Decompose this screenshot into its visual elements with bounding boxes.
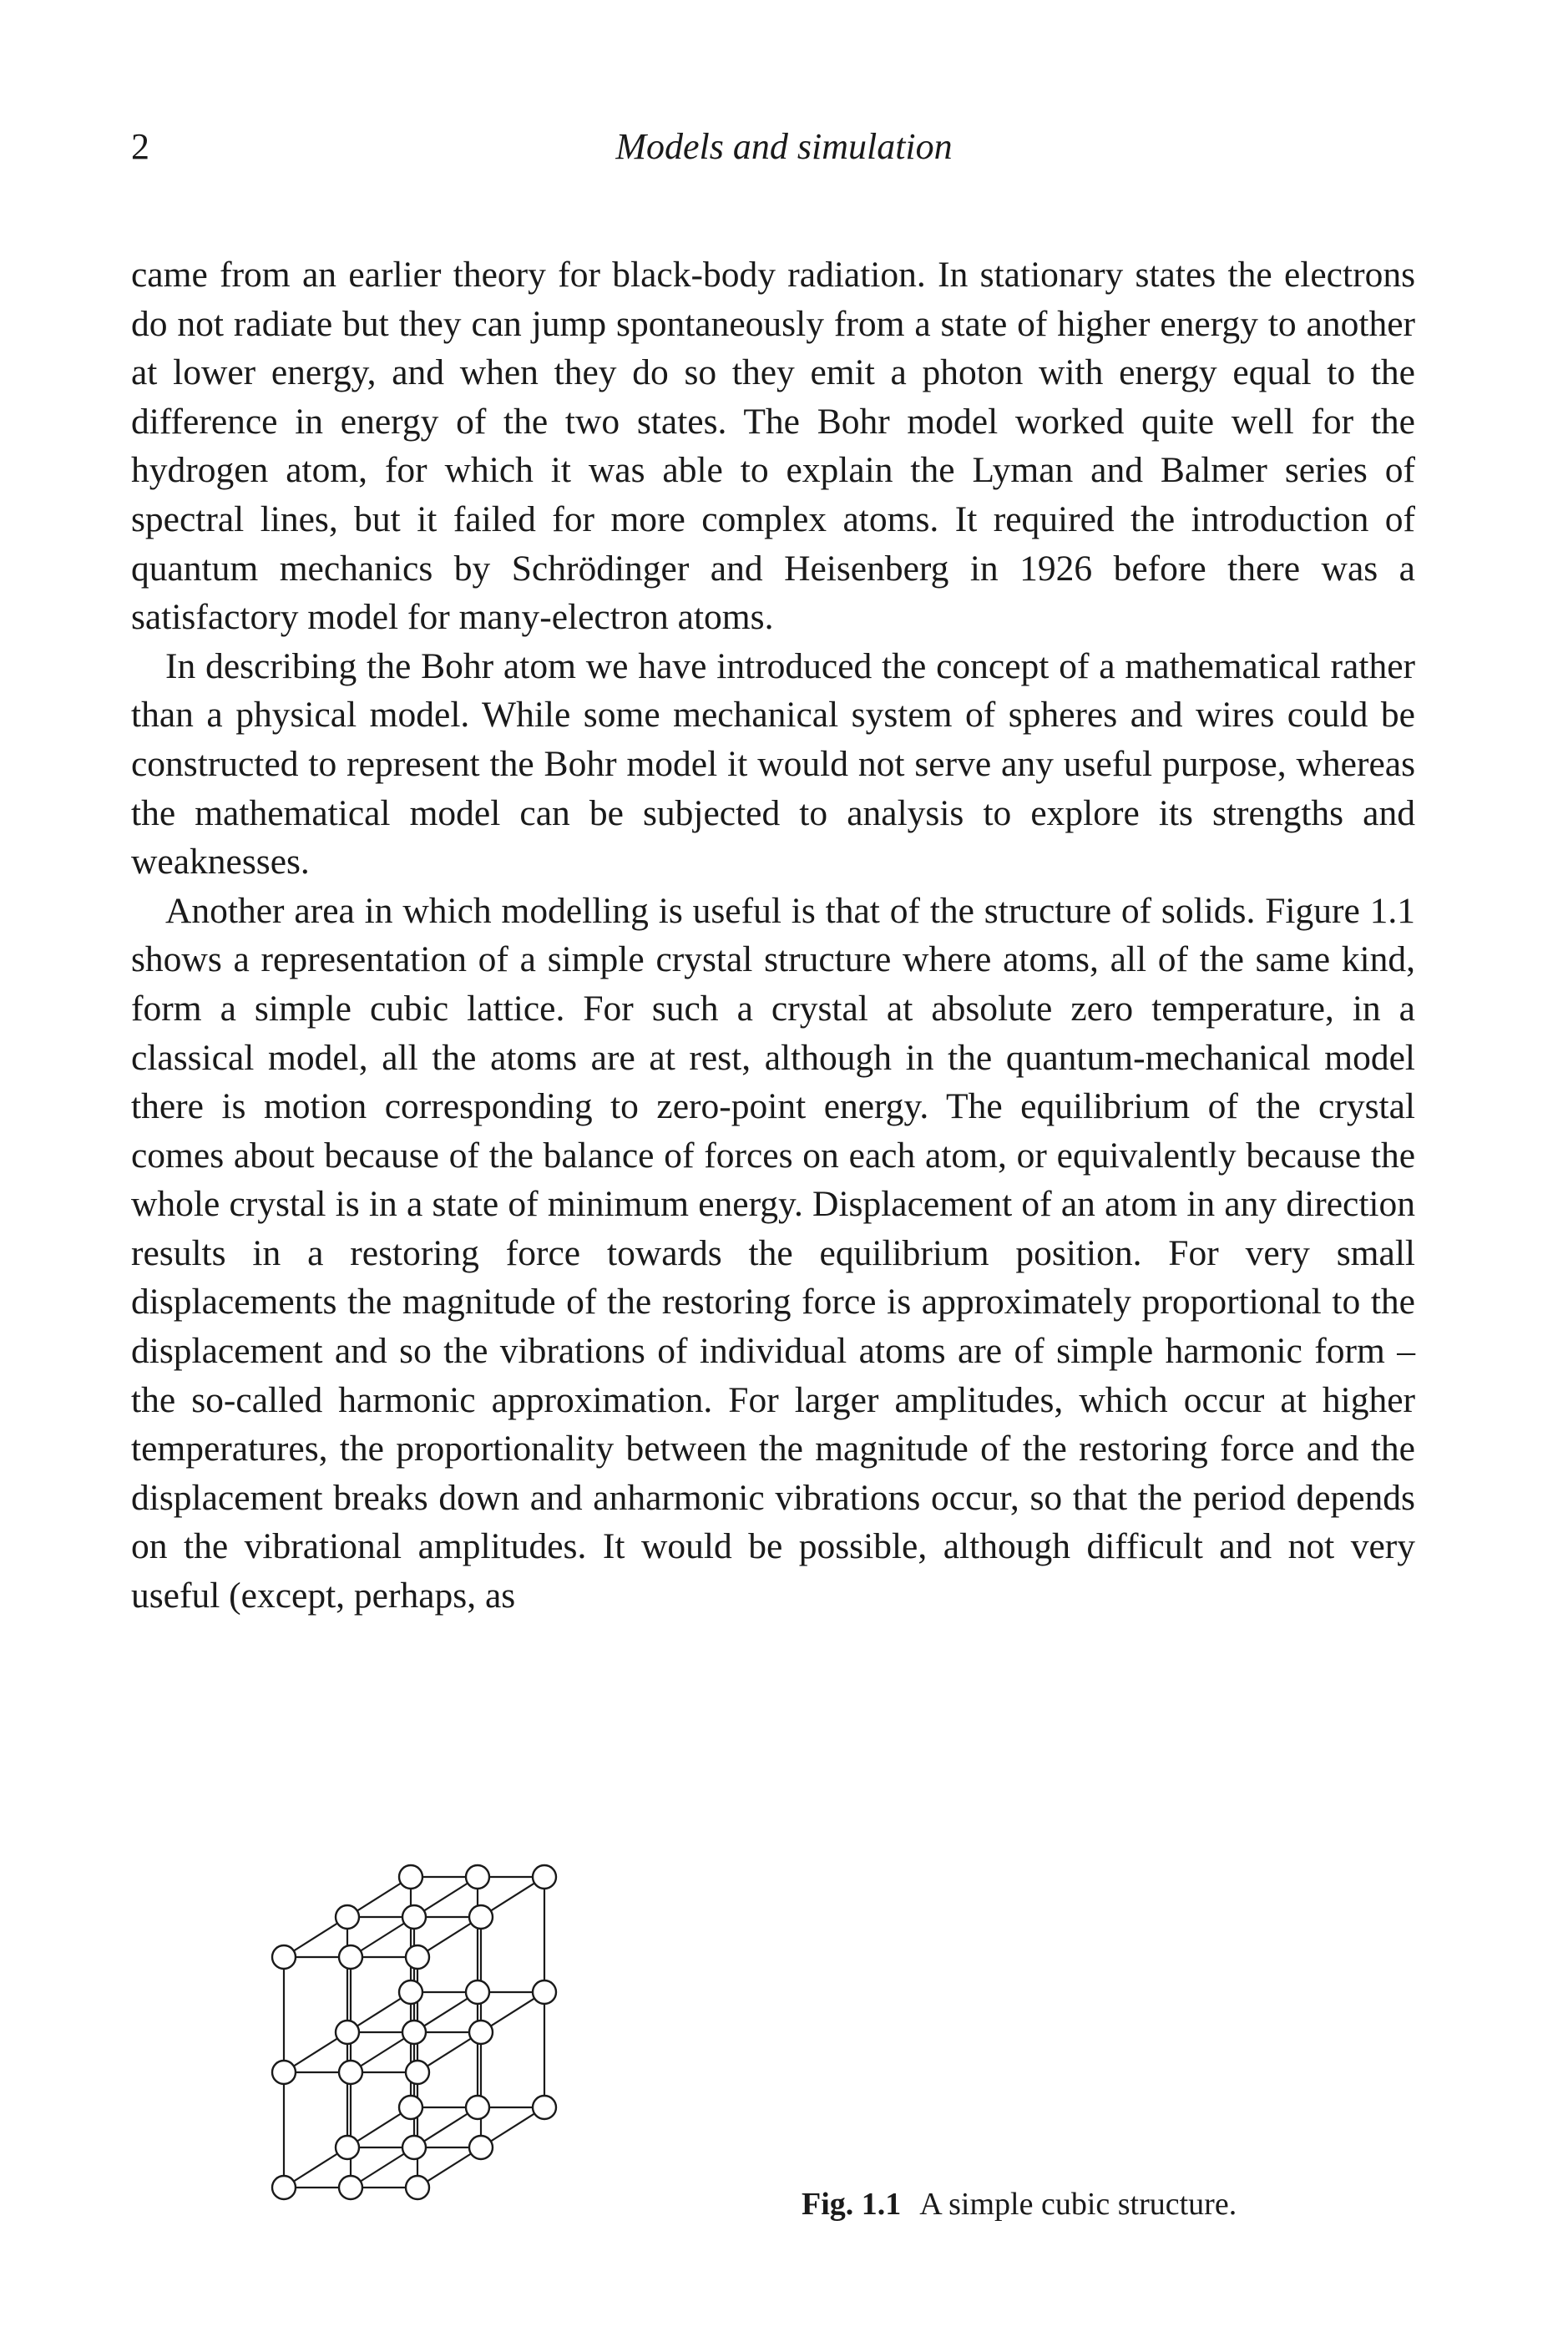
lattice-atom: [402, 2136, 426, 2159]
lattice-atom: [339, 2176, 362, 2199]
lattice-atom: [533, 1865, 556, 1889]
figure-label: Fig. 1.1: [802, 2187, 902, 2222]
lattice-atom: [336, 2021, 359, 2044]
lattice-atom: [469, 2021, 493, 2044]
lattice-atom: [402, 2021, 426, 2044]
lattice-atom: [336, 2136, 359, 2159]
lattice-atom: [406, 2176, 429, 2199]
paragraph-2: In describing the Bohr atom we have introduced the concept of a mathematical rather than a physical model. While some mechanical system of spheres and wires could be constructed to represent the Bohr model it would not serve any useful purpose, whereas the mathematical model can be subjected to analysis to explore its strengths and weaknesses.: [131, 645, 1415, 883]
simple-cubic-lattice-figure: [250, 1778, 785, 2229]
lattice-atom: [466, 2096, 489, 2119]
lattice-atom: [272, 1945, 296, 1969]
lattice-atom: [402, 1905, 426, 1929]
lattice-atom: [466, 1980, 489, 2004]
lattice-atom: [469, 2136, 493, 2159]
paragraph-1: came from an earlier theory for black-body radiation. In stationary states the electrons do not radiate but they can jump spontaneously from a state of higher energy to another at lower energy, and when they do so they emit a photon with energy equal to the difference in energy of the two states. The Bohr model worked quite well for the hydrogen atom, for which it was able to explain the Lyman and Balmer series of spectral lines, but it failed for more complex atoms. It required the introduction of quantum mechanics by Schrödinger and Heisenberg in 1926 before there was a satisfactory model for many-electron atoms.: [131, 255, 1415, 638]
lattice-atom: [399, 2096, 422, 2119]
lattice-atom: [406, 1945, 429, 1969]
lattice-atom: [406, 2061, 429, 2084]
lattice-atom: [272, 2061, 296, 2084]
figure-caption: [802, 2186, 1237, 2223]
paragraph-3: Another area in which modelling is useful is that of the structure of solids. Figure 1.1 shows a representation of a simple crystal structure where atoms, all of the same kind, form a simple cubic lattice. For such a crystal at absolute zero temperature, in a classical model, all the atoms are at rest, although in the quantum-mechanical model there is motion corresponding to zero-point energy. The equilibrium of the crystal comes about because of the balance of forces on each atom, or equivalently because the whole crystal is in a state of minimum energy. Displacement of an atom in any direction results in a restoring force towards the equilibrium position. For very small displacements the magnitude of the restoring force is approximately proportional to the displacement and so the vibrations of individual atoms are of simple harmonic form – the so-called harmonic approximation. For larger amplitudes, which occur at higher temperatures, the proportionality between the magnitude of the restoring force and the displacement breaks down and anharmonic vibrations occur, so that the period depends on the vibrational amplitudes. It would be possible, although difficult and not very useful (except, perhaps, as: [131, 890, 1415, 1616]
body-text: [131, 250, 1415, 1621]
lattice-atom: [339, 1945, 362, 1969]
page-number: 2: [131, 126, 149, 167]
lattice-atom: [272, 2176, 296, 2199]
running-title: Models and simulation: [615, 126, 953, 167]
lattice-atom: [399, 1865, 422, 1889]
lattice-atom: [336, 1905, 359, 1929]
figure-caption-text: A simple cubic structure.: [919, 2187, 1237, 2222]
lattice-atom: [339, 2061, 362, 2084]
lattice-atom: [466, 1865, 489, 1889]
lattice-atom: [533, 1980, 556, 2004]
lattice-atom: [469, 1905, 493, 1929]
lattice-atom: [399, 1980, 422, 2004]
lattice-atom: [533, 2096, 556, 2119]
